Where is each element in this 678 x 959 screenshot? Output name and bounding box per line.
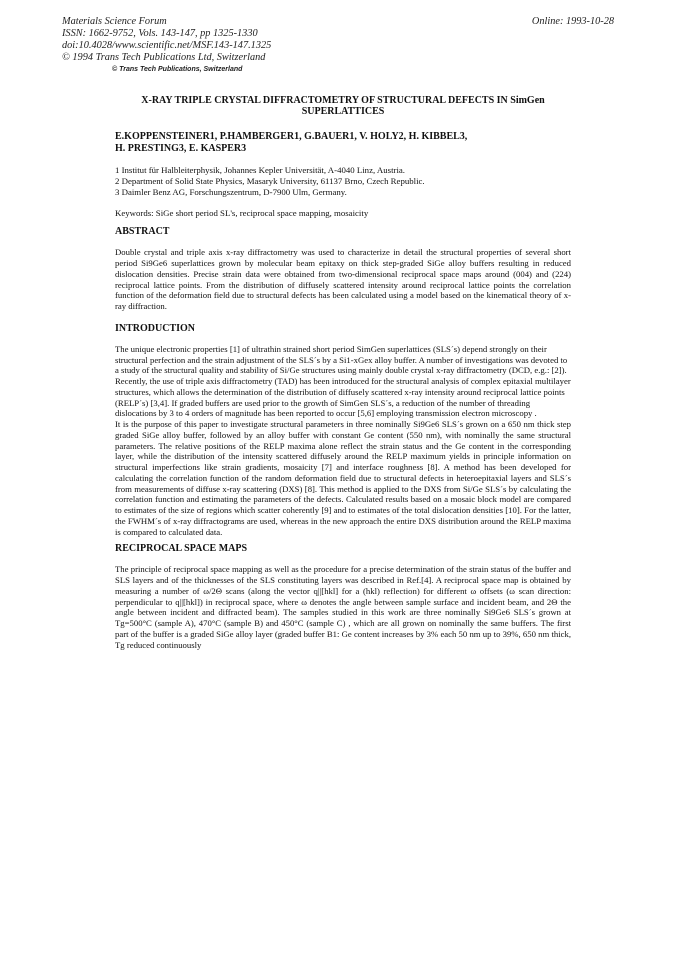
- copyright-line: © 1994 Trans Tech Publications Ltd, Switzerland: [62, 52, 266, 63]
- affiliation-1: 1 Institut für Halbleiterphysik, Johannes Kepler Universität, A-4040 Linz, Austria.: [115, 165, 405, 175]
- introduction-paragraph-1: The unique electronic properties [1] of ultrathin strained short period SimGen superlattices (SLS´s) depend strongly on their structural perfection and the strain adjustment of the SLS´s by a Si1-xGex alloy buffer. A number of investigations was devoted to a study of the structural quality and stability of Si/Ge structures using mainly double crystal x-ray diffractometry (DCD, e.g.: [2]). Recently, the use of triple axis diffractometry (TAD) has been introduced for the structural analysis of complex epitaxial multilayer structures, which allows the determination of the distribution of diffusely scattered x-ray intensity around reciprocal lattice points (RELP´s) [3,4]. If graded buffers are used prior to the growth of SimGen SLS´s, a reduction of the number of threading dislocations by 3 to 4 orders of magnitude has been reported to occur [5,6] employing transmission electron microscopy .: [115, 343, 571, 419]
- journal-name: Materials Science Forum: [62, 16, 167, 27]
- issn-line: ISSN: 1662-9752, Vols. 143-147, pp 1325-1330: [62, 28, 258, 39]
- affiliations: [115, 165, 571, 197]
- affiliation-3: 3 Daimler Benz AG, Forschungszentrum, D-7900 Ulm, Germany.: [115, 186, 347, 197]
- reciprocal-space-maps-paragraph: The principle of reciprocal space mapping as well as the procedure for a precise determination of the strain status of the buffer and SLS layers and of the thicknesses of the SLS constituting layers was described in Ref.[4]. A reciprocal space map is obtained by measuring a number of ω/2Θ scans (along the vector q||[hkl] for a (hkl) reflection) for different ω offsets (ω scan direction: perpendicular to q||[hkl]) in reciprocal space, where ω denotes the angle between sample surface and incident beam, and 2Θ the angle between incident and diffracted beam). The samples studied in this work are three nominally Si9Ge6 SLS´s grown at Tg=500°C (sample A), 470°C (sample B) and 450°C (sample C) , which are all grown on nominally the same buffers. The first part of the buffer is a graded SiGe alloy layer (graded buffer B1: Ge content increases by 3% each 50 nm up to 39%, 650 nm thick, Tg reduced continuously: [115, 564, 571, 650]
- author-list: [115, 131, 571, 155]
- online-date: Online: 1993-10-28: [531, 16, 614, 27]
- reciprocal-space-maps-heading: RECIPROCAL SPACE MAPS: [115, 543, 248, 555]
- introduction-heading: INTRODUCTION: [115, 322, 196, 334]
- abstract-heading: ABSTRACT: [115, 226, 170, 238]
- authors-line-2: H. PRESTING3, E. KASPER3: [115, 143, 247, 154]
- keywords: Keywords: SiGe short period SL's, reciprocal space mapping, mosaicity: [115, 208, 369, 219]
- citation-header: [62, 16, 271, 64]
- doi-line: doi:10.4028/www.scientific.net/MSF.143-147.1325: [62, 40, 272, 51]
- affiliation-2: 2 Department of Solid State Physics, Masaryk University, 61137 Brno, Czech Republic.: [115, 175, 425, 186]
- abstract-text: Double crystal and triple axis x-ray diffractometry was used to characterize in detail the structural properties of several short period Si9Ge6 superlattices grown by molecular beam epitaxy on thick step-graded SiGe alloy buffers resulting in reduced dislocation densities. Precise strain data were obtained from two-dimensional reciprocal space maps around (004) and (224) reciprocal lattice points. From the distribution of diffusely scattered intensity around reciprocal lattice points the correlation function of the deformation field due to structural defects has been calculated using a model based on the kinematical theory of x-ray diffraction.: [115, 247, 571, 312]
- paper-title: X-RAY TRIPLE CRYSTAL DIFFRACTOMETRY OF STRUCTURAL DEFECTS IN SimGen SUPERLATTICES: [141, 95, 545, 117]
- authors-line-1: E.KOPPENSTEINER1, P.HAMBERGER1, G.BAUER1, V. HOLY2, H. KIBBEL3,: [115, 131, 468, 142]
- paper-body: [115, 95, 571, 650]
- introduction-paragraph-2: It is the purpose of this paper to investigate structural parameters in three nominally Si9Ge6 SLS´s grown on a 650 nm thick step graded SiGe alloy buffer, followed by an alloy buffer with constant Ge content (550 nm), with nominally the same structural parameters. The relative positions of the RELP maxima alone reflect the strain status and the Ge content in the corresponding layer, while the distribution of the intensity scattered diffusely around the RELP maximum yields in principle information on structural imperfections like strain gradients, mosaicity [7] and interface roughness [8]. A method has been developed for calculating the correlation function of the random deformation field due to structural defects in heteroepitaxial layers and SLS´s from measurements of diffuse x-ray scattering (DXS) [8]. This method is applied to the DXS from Si/Ge SLS´s by calculating the correlation function and estimating the parameters of the defects. Calculated results based on a mosaic block model are compared to estimates of the size of regions which scatter coherently [9] and to estimates of the total dislocation densities [10]. For the latter, the FWHM´s of x-ray diffractograms are used, whereas in the new approach the entire DXS distribution around the RELP maxima is compared to calculated data.: [115, 419, 571, 537]
- publisher-line: © Trans Tech Publications, Switzerland: [112, 66, 243, 73]
